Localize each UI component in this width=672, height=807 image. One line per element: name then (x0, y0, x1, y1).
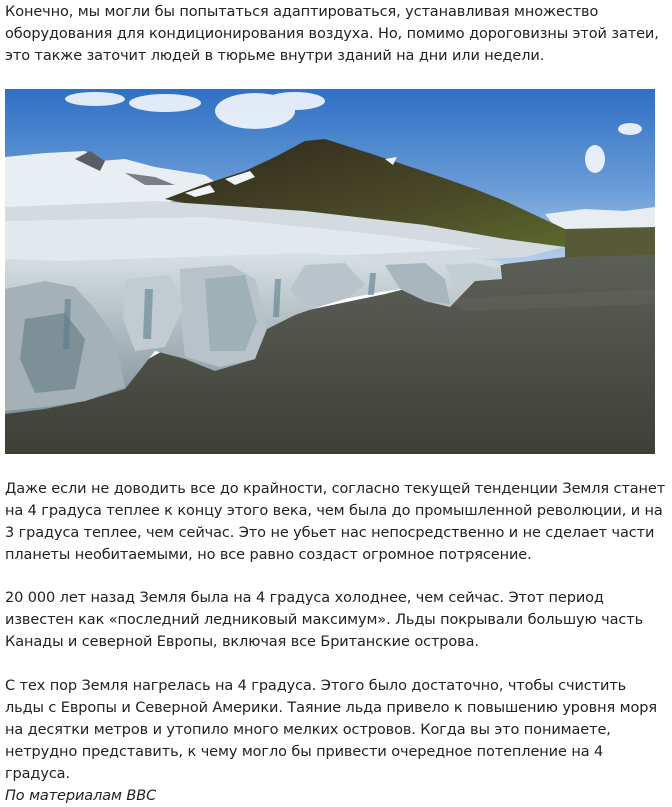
intro-paragraph: Конечно, мы могли бы попытаться адаптироваться, устанавливая множество оборудования для кондиционирования воздуха. Но, помимо дороговизны этой затеи, это также заточит людей в тюрьме внутри зданий на дни или недели. (5, 4, 659, 64)
source-credit: По материалам BBC (5, 788, 157, 804)
lowland (565, 227, 655, 259)
paragraph-melting: С тех пор Земля нагрелась на 4 градуса. Этого было достаточно, чтобы счистить льды с Европы и Северной Америки. Таяние льда привело к повышению уровня моря на десятки метров и утопило много мелких островов. Когда вы это понимаете, нетрудно представить, к чему могло бы привести очередное потепление на 4 градуса. (5, 678, 657, 782)
glacier-photo (5, 89, 655, 454)
paragraph-ice-age: 20 000 лет назад Земля была на 4 градуса холоднее, чем сейчас. Этот период известен как «последний ледниковый максимум». Льды покрывали большую часть Канады и северной Европы, включая все Британские острова. (5, 590, 644, 650)
paragraph-warming-trend: Даже если не доводить все до крайности, согласно текущей тенденции Земля станет на 4 градуса теплее к концу этого века, чем была до промышленной революции, и на 3 градуса теплее, чем сейчас. Это не убьет нас непосредственно и не сделает части планеты необитаемыми, но все равно создаст огромное потрясение. (5, 481, 666, 563)
